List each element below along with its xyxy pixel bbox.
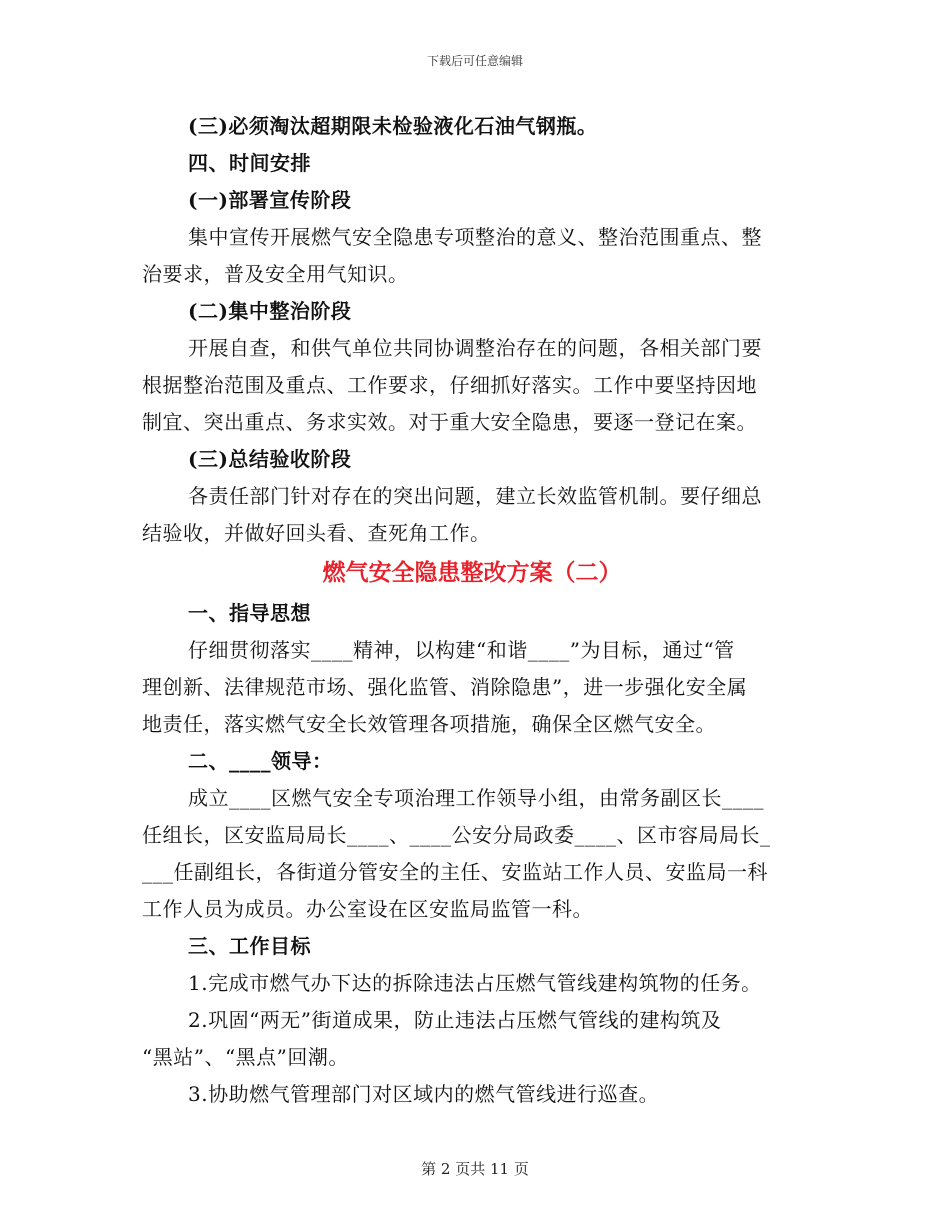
paragraph-line: 理创新、法律规范市场、强化监管、消除隐患”，进一步强化安全属 — [142, 675, 748, 699]
list-item-continuation: “黑站”、“黑点”回潮。 — [142, 1045, 349, 1069]
paragraph-line: 根据整治范围及重点、工作要求，仔细抓好落实。工作中要坚持因地 — [142, 373, 757, 397]
heading-stage-1: (一)部署宣传阶段 — [188, 188, 352, 212]
heading-time-schedule: 四、时间安排 — [188, 151, 311, 175]
heading-guiding-ideology: 一、指导思想 — [188, 601, 311, 625]
heading-leadership: 二、____领导： — [188, 749, 333, 773]
list-item: 3.协助燃气管理部门对区域内的燃气管线进行巡查。 — [188, 1082, 660, 1106]
document-body — [142, 108, 802, 1113]
paragraph-line: 任组长，区安监局局长____、____公安分局政委____、区市容局局长_ — [142, 823, 771, 847]
heading-san: (三)必须淘汰超期限未检验液化石油气钢瓶。 — [188, 114, 598, 138]
paragraph-line: 仔细贯彻落实____精神，以构建“和谐____”为目标，通过“管 — [188, 638, 735, 662]
heading-work-goals: 三、工作目标 — [188, 934, 311, 958]
list-item: 1.完成市燃气办下达的拆除违法占压燃气管线建构筑物的任务。 — [188, 971, 762, 995]
paragraph-line: 结验收，并做好回头看、查死角工作。 — [142, 521, 491, 545]
paragraph-line: 治要求，普及安全用气知识。 — [142, 262, 409, 286]
paragraph-line: 地责任，落实燃气安全长效管理各项措施，确保全区燃气安全。 — [142, 712, 716, 736]
paragraph-line: 开展自查，和供气单位共同协调整治存在的问题，各相关部门要 — [188, 336, 762, 360]
paragraph-line: ___任副组长，各街道分管安全的主任、安监站工作人员、安监局一科 — [142, 860, 768, 884]
heading-stage-3: (三)总结验收阶段 — [188, 447, 352, 471]
paragraph-line: 集中宣传开展燃气安全隐患专项整治的意义、整治范围重点、整 — [188, 225, 762, 249]
paragraph-line: 工作人员为成员。办公室设在区安监局监管一科。 — [142, 897, 593, 921]
paragraph-line: 制宜、突出重点、务求实效。对于重大安全隐患，要逐一登记在案。 — [142, 410, 757, 434]
list-item: 2.巩固“两无”街道成果，防止违法占压燃气管线的建构筑及 — [188, 1008, 722, 1032]
page-footer: 第 2 页共 11 页 — [421, 1160, 529, 1178]
heading-stage-2: (二)集中整治阶段 — [188, 299, 352, 323]
paragraph-line: 成立____区燃气安全专项治理工作领导小组，由常务副区长____ — [188, 786, 764, 810]
paragraph-line: 各责任部门针对存在的突出问题，建立长效监管机制。要仔细总 — [188, 484, 762, 508]
section-title: 燃气安全隐患整改方案（二） — [322, 559, 622, 586]
page-header: 下载后可任意编辑 — [426, 54, 523, 68]
